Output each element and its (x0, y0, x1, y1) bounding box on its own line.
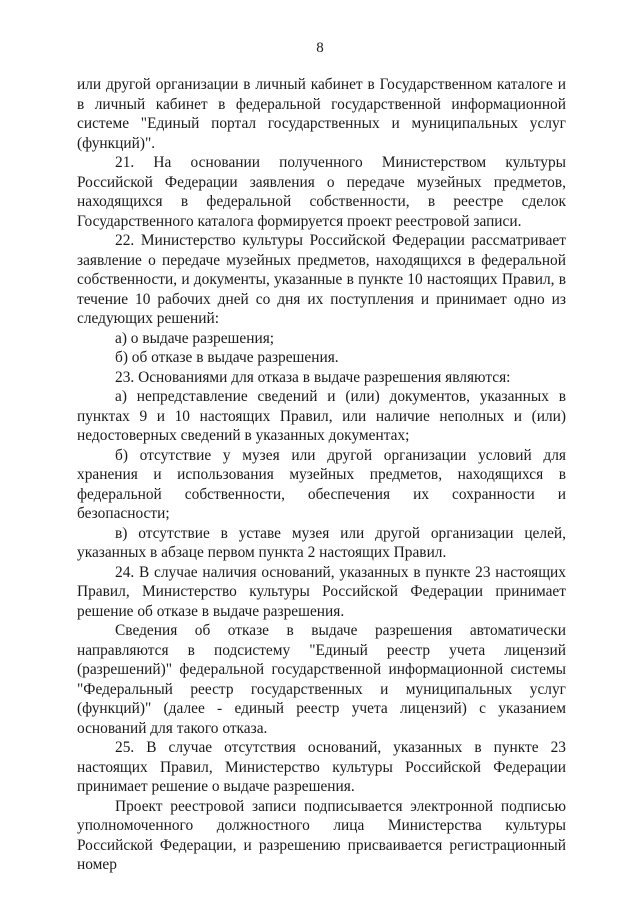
paragraph-item-23-v: в) отсутствие в уставе музея или другой организации целей, указанных в абзаце первом пункта 2 настоящих Правил. (77, 524, 566, 561)
page-number: 8 (316, 40, 324, 56)
document-body (77, 75, 566, 875)
paragraph-item-23-a: а) непредставление сведений и (или) документов, указанных в пунктах 9 и 10 настоящих Правил, или наличие неполных и (или) недостоверных сведений в указанных документах; (77, 388, 566, 444)
paragraph-item-22: 22. Министерство культуры Российской Федерации рассматривает заявление о передаче музейных предметов, находящихся в федеральной собственности, и документы, указанные в пункте 10 настоящих Правил, в течение 10 рабочих дней со дня их поступления и принимает одно из следующих решений: (77, 232, 566, 327)
paragraph-item-23: 23. Основаниями для отказа в выдаче разрешения являются: (115, 368, 511, 386)
paragraph-item-22-a: а) о выдаче разрешения; (115, 329, 275, 347)
paragraph-item-25: 25. В случае отсутствия оснований, указанных в пункте 23 настоящих Правил, Министерство культуры Российской Федерации принимает решение о выдаче разрешения. (77, 739, 566, 795)
paragraph-item-22-b: б) об отказе в выдаче разрешения. (115, 349, 339, 366)
paragraph-item-21: 21. На основании полученного Министерством культуры Российской Федерации заявления о передаче музейных предметов, находящихся в федеральной собственности, в реестре сделок Государственного каталога формируется проект реестровой записи. (77, 154, 566, 230)
paragraph-refusal-details: Сведения об отказе в выдаче разрешения автоматически направляются в подсистему "Единый реестр учета лицензий (разрешений)" федеральной государственной информационной системы "Федеральный реестр государственных и муниципальных услуг (функций)" (далее - единый реестр учета лицензий) с указанием оснований для такого отказа. (77, 622, 566, 737)
paragraph-item-24: 24. В случае наличия оснований, указанных в пункте 23 настоящих Правил, Министерство культуры Российской Федерации принимает решение об отказе в выдаче разрешения. (77, 563, 566, 620)
paragraph-continuation: или другой организации в личный кабинет в Государственном каталоге и в личный кабинет в федеральной государственной информационной системе "Единый портал государственных и муниципальных услуг (функций)". (77, 76, 566, 152)
paragraph-registry-signing: Проект реестровой записи подписывается электронной подписью уполномоченного должностного лица Министерства культуры Российской Федерации, и разрешению присваивается регистрационный номер (77, 797, 566, 873)
paragraph-item-23-b: б) отсутствие у музея или другой организации условий для хранения и использования музейных предметов, находящихся в федеральной собственности, обеспечения их сохранности и безопасности; (77, 446, 566, 522)
